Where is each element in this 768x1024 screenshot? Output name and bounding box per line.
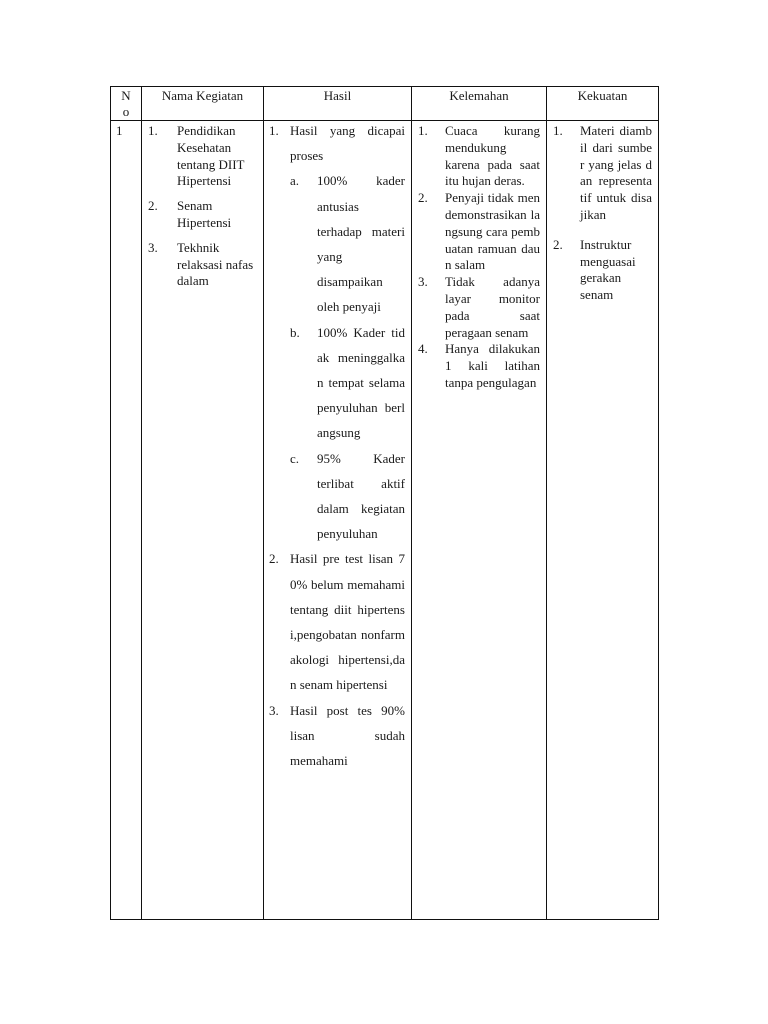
- header-kekuatan: Kekuatan: [577, 88, 628, 103]
- table-border-right: [658, 86, 659, 920]
- header-kelemahan: Kelemahan: [449, 88, 509, 103]
- list-item: 1. Pendidikan Kesehatan tentang DIIT Hipertensi: [148, 123, 245, 189]
- list-item: 2. Senam Hipertensi: [148, 198, 232, 230]
- sub-list-item: a. 100% kader antusias terhadap materi yang disampaikan oleh penyaji: [290, 173, 405, 315]
- list-item: 3. Hasil post tes 90% lisan sudah memahami: [269, 702, 405, 769]
- kegiatan-list: [148, 123, 252, 298]
- list-item: 3. Tidak adanya layar monitor pada saat peragaan senam: [418, 274, 540, 340]
- sub-list-item: b. 100% Kader tidak meninggalkan tempat selama penyuluhan berlangsung: [290, 324, 405, 441]
- row-number: 1: [116, 123, 123, 138]
- column-divider: [141, 86, 142, 920]
- hasil-list: [269, 118, 405, 773]
- list-item: 1. Hasil yang dicapai proses: [269, 123, 405, 164]
- list-item: 3. Tekhnik relaksasi nafas dalam: [148, 239, 254, 289]
- header-nama-kegiatan: Nama Kegiatan: [161, 88, 244, 103]
- header-no: N o: [121, 88, 131, 119]
- activity-table: [110, 86, 659, 920]
- list-item: 2. Hasil pre test lisan 70% belum memahami tentang diit hipertensi,pengobatan nonfarmakologi hipertensi,dan senam hipertensi: [269, 551, 405, 693]
- kekuatan-list: [553, 123, 652, 317]
- column-divider: [411, 86, 412, 920]
- sub-list-item: c. 95% Kader terlibat aktif dalam kegiatan penyuluhan: [290, 450, 405, 542]
- header-hasil: Hasil: [323, 88, 352, 103]
- table-border-bottom: [110, 919, 659, 920]
- column-divider: [546, 86, 547, 920]
- kelemahan-list: [418, 123, 540, 392]
- list-item: 1. Cuaca kurang mendukung karena pada saat itu hujan deras.: [418, 123, 540, 189]
- list-item: 2. Penyaji tidak mendemonstrasikan langsung cara pembuatan ramuan daun salam: [418, 190, 540, 273]
- list-item: 1. Materi diambil dari sumber yang jelas dan representatif untuk disajikan: [553, 123, 652, 222]
- table-border-left: [110, 86, 111, 920]
- list-item: 4. Hanya dilakukan 1 kali latihan tanpa pengulagan: [418, 341, 540, 390]
- column-divider: [263, 86, 264, 920]
- list-item: 2. Instruktur menguasai gerakan senam: [553, 236, 636, 303]
- table-border-top: [110, 86, 659, 87]
